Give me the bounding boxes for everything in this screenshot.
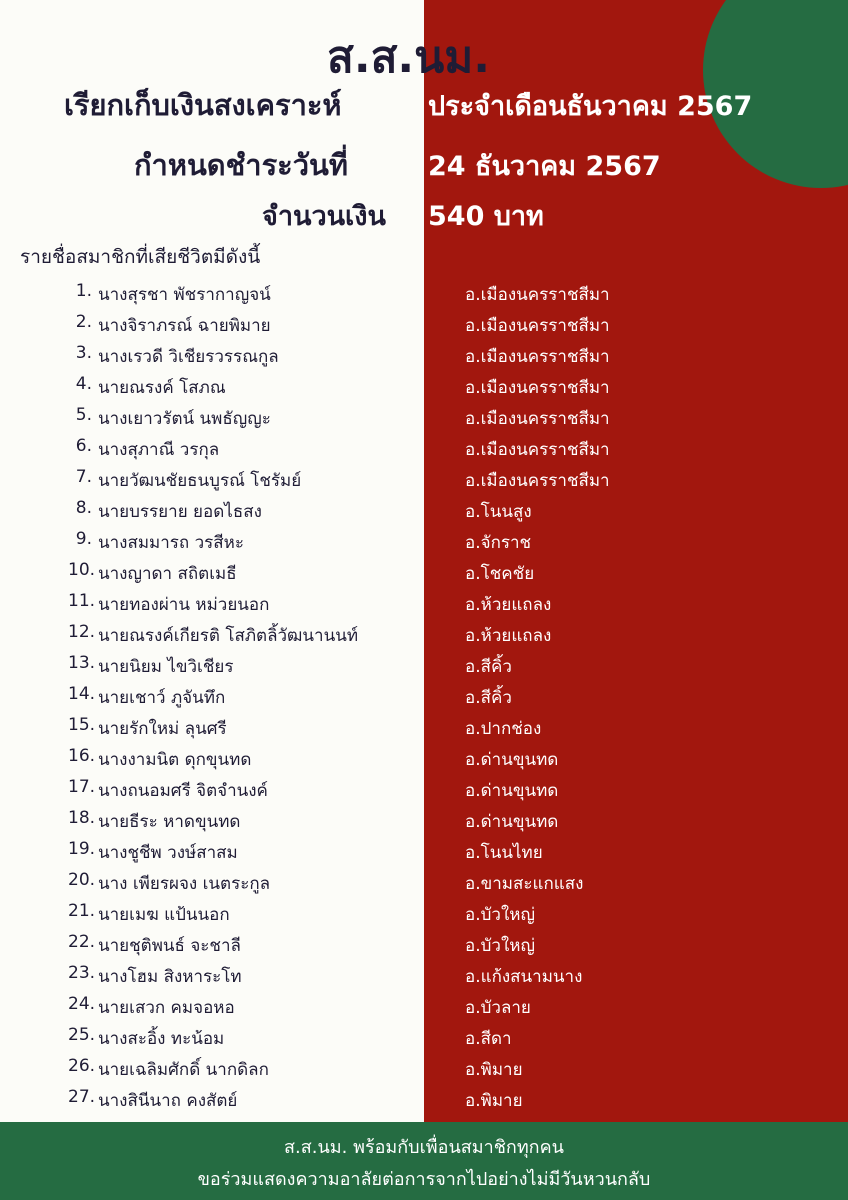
member-district: อ.ห้วยแถลง — [465, 626, 552, 646]
member-district: อ.เมืองนครราชสีมา — [465, 409, 610, 429]
member-number: 21. — [68, 901, 96, 921]
member-row — [0, 436, 848, 467]
member-row — [0, 622, 848, 653]
member-row — [0, 963, 848, 994]
member-district: อ.เมืองนครราชสีมา — [465, 285, 610, 305]
member-number: 5. — [75, 405, 92, 425]
member-number: 20. — [68, 870, 96, 890]
member-number: 25. — [68, 1025, 96, 1045]
member-number: 15. — [68, 715, 96, 735]
member-district: อ.โนนสูง — [465, 502, 532, 522]
member-name: นางสุภาณี วรกุล — [98, 440, 220, 460]
member-number: 14. — [68, 684, 96, 704]
member-district: อ.สีดา — [465, 1029, 512, 1049]
member-name: นายณรงค์ โสภณ — [98, 378, 226, 398]
member-row — [0, 312, 848, 343]
footer-line-1: ส.ส.นม. พร้อมกับเพื่อนสมาชิกทุกคน — [284, 1137, 564, 1158]
amount-value: 540 บาท — [428, 201, 544, 232]
member-row — [0, 374, 848, 405]
member-number: 7. — [75, 467, 92, 487]
member-number: 4. — [75, 374, 92, 394]
member-row — [0, 1087, 848, 1118]
member-district: อ.สีคิ้ว — [465, 657, 512, 677]
member-name: นายเสวก คมจอหอ — [98, 998, 235, 1018]
org-title: ส.ส.นม. — [327, 32, 490, 83]
member-name: นางงามนิต ดุกขุนทด — [98, 750, 252, 770]
member-row — [0, 684, 848, 715]
member-name: นางสินีนาถ คงสัตย์ — [98, 1091, 238, 1111]
member-number: 22. — [68, 932, 96, 952]
member-district: อ.บัวใหญ่ — [465, 905, 535, 925]
member-district: อ.เมืองนครราชสีมา — [465, 316, 610, 336]
member-row — [0, 777, 848, 808]
member-number: 8. — [75, 498, 92, 518]
member-district: อ.จักราช — [465, 533, 532, 553]
member-row — [0, 653, 848, 684]
member-number: 11. — [68, 591, 96, 611]
member-row — [0, 281, 848, 312]
member-name: นางโฮม สิงหาระโท — [98, 967, 242, 987]
member-number: 23. — [68, 963, 96, 983]
member-row — [0, 591, 848, 622]
member-number: 3. — [75, 343, 92, 363]
member-district: อ.เมืองนครราชสีมา — [465, 347, 610, 367]
member-number: 19. — [68, 839, 96, 859]
member-name: นางสะอิ้ง ทะน้อม — [98, 1029, 225, 1049]
member-name: นายณรงค์เกียรติ โสภิตลิ้วัฒนานนท์ — [98, 626, 359, 646]
member-name: นายเมฆ แป้นนอก — [98, 905, 230, 925]
member-number: 9. — [75, 529, 92, 549]
member-district: อ.บัวลาย — [465, 998, 531, 1018]
member-number: 27. — [68, 1087, 96, 1107]
member-name: นางเรวดี วิเชียรวรรณกูล — [98, 347, 279, 367]
member-row — [0, 994, 848, 1025]
member-district: อ.แก้งสนามนาง — [465, 967, 583, 987]
member-name: นางสุรชา พัชรากาญจน์ — [98, 285, 271, 305]
member-row — [0, 1056, 848, 1087]
member-row — [0, 839, 848, 870]
member-name: นายชุติพนธ์ จะชาลี — [98, 936, 241, 956]
member-district: อ.สีคิ้ว — [465, 688, 512, 708]
member-number: 12. — [68, 622, 96, 642]
member-district: อ.โนนไทย — [465, 843, 543, 863]
member-row — [0, 467, 848, 498]
member-district: อ.โชคชัย — [465, 564, 535, 584]
member-number: 6. — [75, 436, 92, 456]
amount-label: จำนวนเงิน — [262, 201, 386, 232]
member-name: นางชูชีพ วงษ์สาสม — [98, 843, 238, 863]
member-name: นางสมมารถ วรสีหะ — [98, 533, 245, 553]
member-row — [0, 560, 848, 591]
member-number: 26. — [68, 1056, 96, 1076]
member-district: อ.ขามสะแกแสง — [465, 874, 584, 894]
member-number: 2. — [75, 312, 92, 332]
member-district: อ.ปากช่อง — [465, 719, 542, 739]
member-district: อ.ด่านขุนทด — [465, 781, 559, 801]
member-name: นายเฉลิมศักดิ์ นากดิลก — [98, 1060, 269, 1080]
collection-month: ประจำเดือนธันวาคม 2567 — [428, 91, 753, 122]
member-name: นายบรรยาย ยอดไธสง — [98, 502, 262, 522]
member-district: อ.เมืองนครราชสีมา — [465, 471, 610, 491]
member-district: อ.พิมาย — [465, 1091, 523, 1111]
member-district: อ.เมืองนครราชสีมา — [465, 378, 610, 398]
due-date-label: กำหนดชำระวันที่ — [134, 148, 348, 182]
member-district: อ.บัวใหญ่ — [465, 936, 535, 956]
member-row — [0, 870, 848, 901]
due-date-value: 24 ธันวาคม 2567 — [428, 151, 661, 182]
member-row — [0, 1025, 848, 1056]
member-number: 16. — [68, 746, 96, 766]
member-district: อ.ด่านขุนทด — [465, 812, 559, 832]
member-number: 1. — [75, 281, 92, 301]
footer-banner — [0, 1122, 848, 1200]
member-name: นาง เพียรผจง เนตระกูล — [98, 874, 271, 894]
member-number: 13. — [68, 653, 96, 673]
member-row — [0, 715, 848, 746]
member-name: นางญาดา สถิตเมธี — [98, 564, 237, 584]
member-name: นายทองผ่าน หม่วยนอก — [98, 595, 270, 615]
member-row — [0, 746, 848, 777]
footer-line-2: ขอร่วมแสดงความอาลัยต่อการจากไปอย่างไม่มีวันหวนกลับ — [197, 1169, 651, 1190]
member-name: นางจิราภรณ์ ฉายพิมาย — [98, 316, 271, 336]
member-name: นายนิยม ไขวิเชียร — [98, 657, 234, 677]
member-number: 24. — [68, 994, 96, 1014]
member-row — [0, 808, 848, 839]
member-row — [0, 529, 848, 560]
member-name: นายวัฒนชัยธนบูรณ์ โชรัมย์ — [98, 471, 302, 491]
member-district: อ.ด่านขุนทด — [465, 750, 559, 770]
member-number: 18. — [68, 808, 96, 828]
member-number: 10. — [68, 560, 96, 580]
list-title: รายชื่อสมาชิกที่เสียชีวิตมีดังนี้ — [20, 246, 261, 268]
member-row — [0, 405, 848, 436]
member-name: นางเยาวรัตน์ นพธัญญะ — [98, 409, 271, 429]
member-name: นายรักใหม่ ลุนศรี — [98, 719, 227, 739]
member-row — [0, 498, 848, 529]
member-district: อ.พิมาย — [465, 1060, 523, 1080]
member-name: นางถนอมศรี จิตจำนงค์ — [98, 781, 268, 801]
member-row — [0, 901, 848, 932]
member-row — [0, 932, 848, 963]
member-number: 17. — [68, 777, 96, 797]
member-name: นายธีระ หาดขุนทด — [98, 812, 241, 832]
member-name: นายเชาว์ ภูจันทึก — [98, 688, 226, 708]
collection-title-left: เรียกเก็บเงินสงเคราะห์ — [64, 88, 342, 122]
member-district: อ.ห้วยแถลง — [465, 595, 552, 615]
member-district: อ.เมืองนครราชสีมา — [465, 440, 610, 460]
member-row — [0, 343, 848, 374]
